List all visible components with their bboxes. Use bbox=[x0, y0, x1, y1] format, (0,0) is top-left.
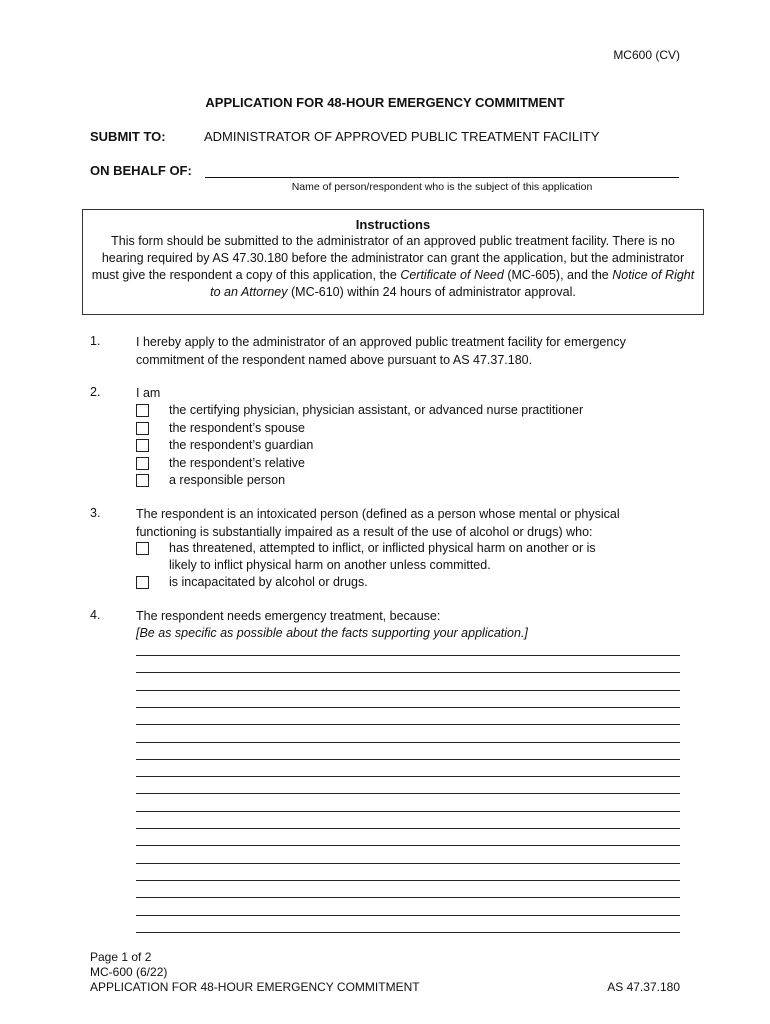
footer-form-title: APPLICATION FOR 48-HOUR EMERGENCY COMMITMENT bbox=[90, 980, 420, 994]
submit-to-label: SUBMIT TO: bbox=[90, 129, 166, 144]
role-physician-checkbox[interactable] bbox=[136, 404, 149, 417]
item-3-text: The respondent is an intoxicated person (defined as a person whose mental or physical functioning is substantially impaired as a result of the use of alcohol or drugs) who: bbox=[136, 507, 620, 539]
on-behalf-of-label: ON BEHALF OF: bbox=[90, 163, 192, 178]
role-option-relative: the respondent’s relative bbox=[136, 455, 305, 473]
answer-line[interactable] bbox=[136, 655, 680, 656]
answer-line[interactable] bbox=[136, 811, 680, 812]
item-2-intro: I am bbox=[136, 386, 161, 400]
answer-line[interactable] bbox=[136, 880, 680, 881]
condition-harm-continuation: likely to inflict physical harm on another unless committed. bbox=[169, 558, 491, 572]
condition-incapacitated-checkbox[interactable] bbox=[136, 576, 149, 589]
submit-to-value: ADMINISTRATOR OF APPROVED PUBLIC TREATMENT FACILITY bbox=[204, 129, 600, 144]
answer-line[interactable] bbox=[136, 707, 680, 708]
instructions-heading: Instructions bbox=[355, 217, 431, 232]
item-4-number: 4. bbox=[90, 608, 101, 622]
condition-option-incapacitated: is incapacitated by alcohol or drugs. bbox=[136, 574, 368, 592]
role-spouse-checkbox[interactable] bbox=[136, 422, 149, 435]
footer-form-rev: MC-600 (6/22) bbox=[90, 965, 168, 979]
role-option-physician: the certifying physician, physician assistant, or advanced nurse practitioner bbox=[136, 402, 583, 420]
item-4-hint: [Be as specific as possible about the facts supporting your application.] bbox=[136, 626, 528, 640]
role-responsible-person-checkbox[interactable] bbox=[136, 474, 149, 487]
item-2-number: 2. bbox=[90, 385, 101, 399]
role-option-responsible-person: a responsible person bbox=[136, 472, 285, 490]
form-code: MC600 (CV) bbox=[613, 48, 680, 62]
condition-option-harm: has threatened, attempted to inflict, or inflicted physical harm on another or is bbox=[136, 540, 596, 558]
instructions-text: This form should be submitted to the administrator of an approved public treatment facility. There is no hearing required by AS 47.30.180 before the administrator can grant the application, but the administrator must give the respondent a copy of this application, the Certificate of Need (MC-605), and the Notice of Right to an Attorney (MC-610) within 24 hours of administrator approval. bbox=[91, 234, 695, 299]
item-1-text: I hereby apply to the administrator of an approved public treatment facility for emergency commitment of the respondent named above pursuant to AS 47.37.180. bbox=[136, 335, 626, 367]
answer-line[interactable] bbox=[136, 897, 680, 898]
answer-line[interactable] bbox=[136, 845, 680, 846]
instructions-box bbox=[82, 209, 704, 315]
answer-line[interactable] bbox=[136, 863, 680, 864]
on-behalf-of-field[interactable] bbox=[205, 177, 679, 178]
answer-line[interactable] bbox=[136, 742, 680, 743]
footer-left bbox=[90, 950, 420, 995]
footer-statute: AS 47.37.180 bbox=[607, 980, 680, 994]
answer-line[interactable] bbox=[136, 690, 680, 691]
page-title: APPLICATION FOR 48-HOUR EMERGENCY COMMITMENT bbox=[205, 95, 565, 110]
item-1-number: 1. bbox=[90, 334, 101, 348]
role-option-guardian: the respondent’s guardian bbox=[136, 437, 313, 455]
role-option-spouse: the respondent’s spouse bbox=[136, 420, 305, 438]
footer-page: Page 1 of 2 bbox=[90, 950, 152, 964]
answer-line[interactable] bbox=[136, 828, 680, 829]
answer-line[interactable] bbox=[136, 724, 680, 725]
answer-line[interactable] bbox=[136, 776, 680, 777]
on-behalf-of-hint: Name of person/respondent who is the subject of this application bbox=[291, 181, 593, 193]
item-4-text: The respondent needs emergency treatment, because: bbox=[136, 609, 441, 623]
certificate-of-need-title: Certificate of Need bbox=[400, 268, 504, 282]
notice-of-right-title: Notice of Right to an Attorney bbox=[210, 268, 695, 299]
answer-line[interactable] bbox=[136, 672, 680, 673]
answer-line[interactable] bbox=[136, 915, 680, 916]
item-3-number: 3. bbox=[90, 506, 101, 520]
answer-line[interactable] bbox=[136, 932, 680, 933]
role-relative-checkbox[interactable] bbox=[136, 457, 149, 470]
role-guardian-checkbox[interactable] bbox=[136, 439, 149, 452]
answer-line[interactable] bbox=[136, 793, 680, 794]
condition-harm-checkbox[interactable] bbox=[136, 542, 149, 555]
answer-line[interactable] bbox=[136, 759, 680, 760]
